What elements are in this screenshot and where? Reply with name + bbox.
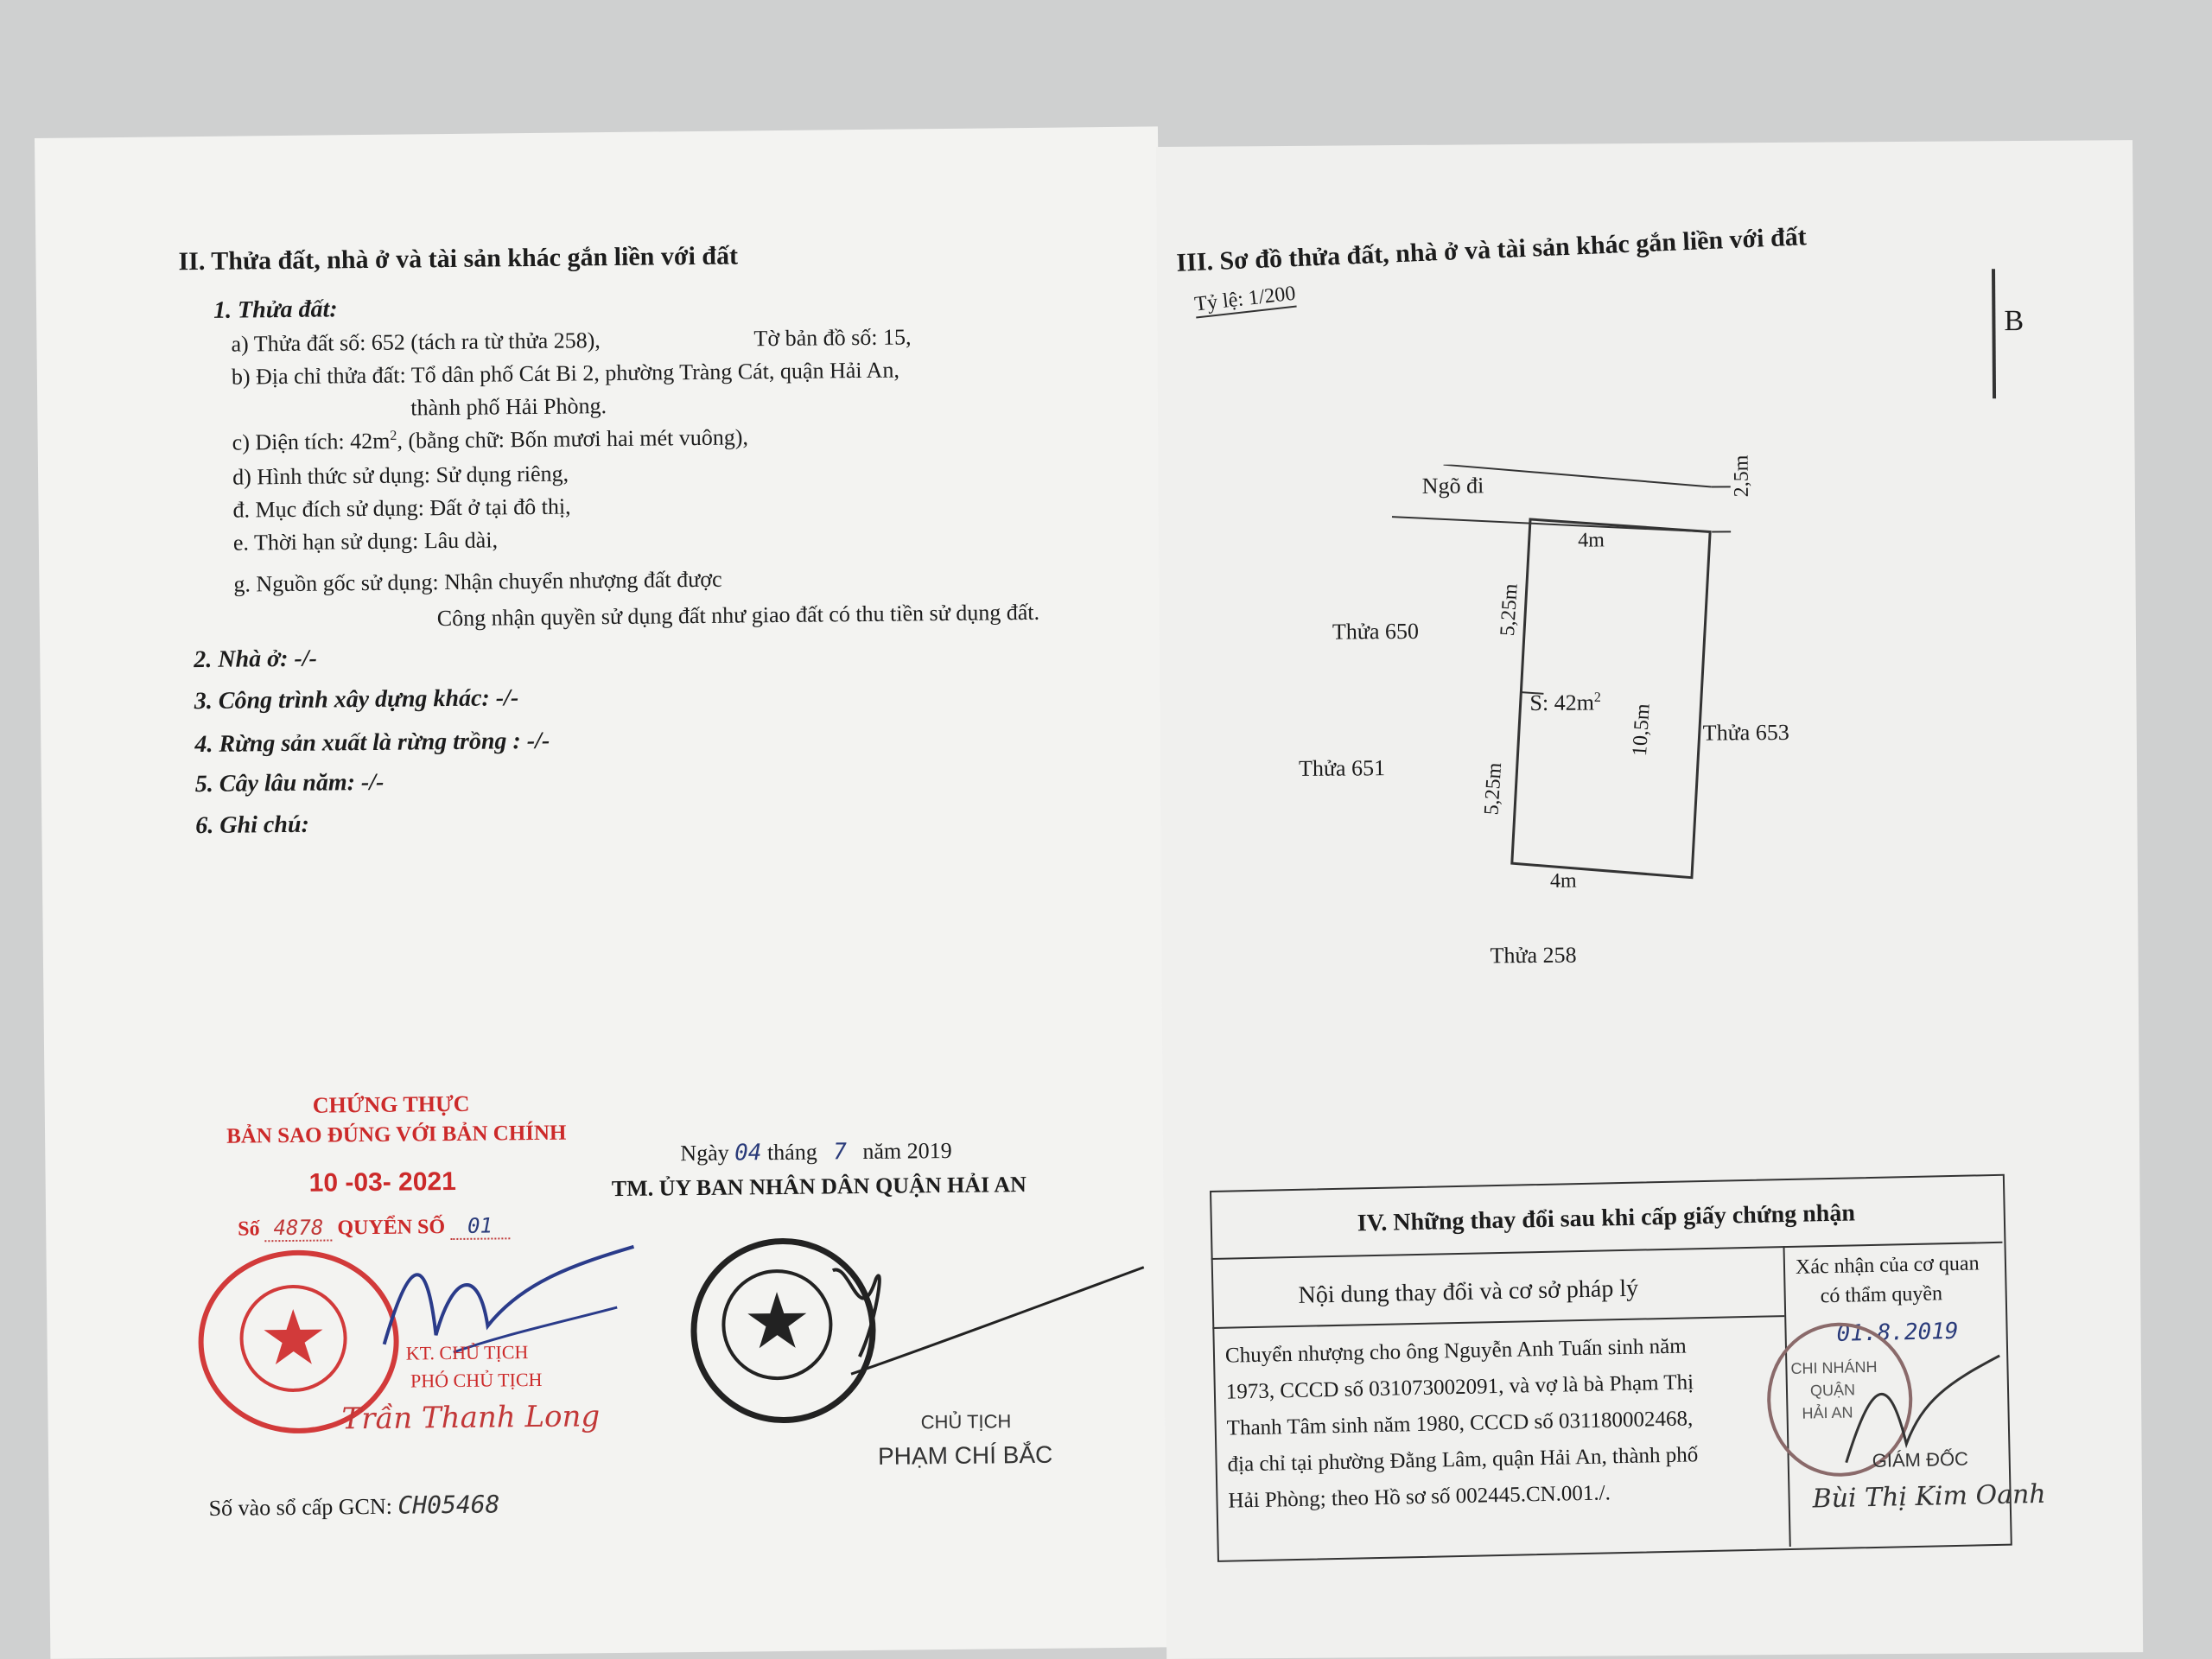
item-c-sup: 2 bbox=[390, 428, 397, 444]
chair-role: CHỦ TỊCH bbox=[920, 1410, 1012, 1433]
plot-653: Thửa 653 bbox=[1702, 719, 1789, 746]
registration-value: CH05468 bbox=[397, 1490, 500, 1520]
change-line-1: Chuyển nhượng cho ông Nguyễn Anh Tuấn sinh năm bbox=[1224, 1334, 1687, 1368]
area-label bbox=[1529, 690, 1601, 716]
item-c bbox=[232, 424, 749, 455]
change-line-3: Thanh Tâm sinh năm 1980, CCCD số 031180002468, bbox=[1226, 1407, 1694, 1440]
dim-bottom: 4m bbox=[1549, 869, 1577, 893]
col-content-header: Nội dung thay đổi và cơ sở pháp lý bbox=[1298, 1274, 1639, 1309]
item-d: d) Hình thức sử dụng: Sử dụng riêng, bbox=[232, 461, 569, 490]
issue-date-mid: tháng bbox=[766, 1139, 817, 1166]
item-e: e. Thời hạn sử dụng: Lâu dài, bbox=[232, 527, 499, 556]
issue-date-month: 7 bbox=[833, 1139, 848, 1166]
left-page bbox=[35, 126, 1173, 1659]
other-construction-item: 3. Công trình xây dựng khác: -/- bbox=[194, 684, 519, 715]
item-b-2: thành phố Hải Phòng. bbox=[410, 393, 607, 421]
certify-book-label: QUYỂN SỐ bbox=[337, 1216, 446, 1240]
item-c-post: , (bằng chữ: Bốn mươi hai mét vuông), bbox=[397, 424, 749, 454]
registration-number bbox=[208, 1490, 499, 1522]
change-line-5: Hải Phòng; theo Hồ sơ số 002445.CN.001./. bbox=[1228, 1481, 1611, 1513]
issue-date bbox=[680, 1138, 952, 1166]
chair-signature-icon bbox=[824, 1250, 1154, 1392]
plot-651: Thửa 651 bbox=[1298, 755, 1386, 781]
notes-item: 6. Ghi chú: bbox=[195, 810, 309, 840]
scale-label: Tỷ lệ: 1/200 bbox=[1193, 283, 1297, 319]
branch-seal-line-3: HẢI AN bbox=[1802, 1403, 1853, 1422]
director-role: GIÁM ĐỐC bbox=[1872, 1447, 1969, 1472]
plot-650: Thửa 650 bbox=[1332, 618, 1420, 645]
deputy-title: PHÓ CHỦ TỊCH bbox=[410, 1368, 543, 1392]
area-pre: S: 42m bbox=[1529, 690, 1595, 715]
north-label: B bbox=[2004, 304, 2024, 338]
section-3-title: III. Sơ đồ thửa đất, nhà ở và tài sản khác gắn liền với đất bbox=[1175, 222, 1808, 277]
item-b: b) Địa chỉ thửa đất: Tổ dân phố Cát Bi 2, phường Tràng Cát, quận Hải An, bbox=[231, 357, 900, 390]
plot-diagram bbox=[1280, 461, 2062, 1071]
certify-title: CHỨNG THỰC bbox=[312, 1090, 470, 1118]
deputy-role: KT. CHỦ TỊCH bbox=[405, 1341, 529, 1364]
house-item: 2. Nhà ở: -/- bbox=[194, 645, 318, 674]
dim-left-top: 5,25m bbox=[1496, 582, 1522, 637]
committee-name: TM. ỦY BAN NHÂN DÂN QUẬN HẢI AN bbox=[611, 1172, 1027, 1202]
plot-258: Thửa 258 bbox=[1490, 942, 1577, 969]
chair-name: PHẠM CHÍ BẮC bbox=[877, 1440, 1053, 1470]
issue-date-pre: Ngày bbox=[680, 1140, 729, 1166]
dim-left-bottom: 5,25m bbox=[1480, 761, 1507, 817]
certify-number-label: Số bbox=[238, 1217, 260, 1241]
dim-top: 4m bbox=[1578, 529, 1605, 552]
registration-label: Số vào sổ cấp GCN: bbox=[208, 1493, 393, 1521]
item-a-map: Tờ bản đồ số: 15, bbox=[753, 324, 912, 352]
certify-date: 10 -03- 2021 bbox=[308, 1166, 456, 1198]
dim-right: 10,5m bbox=[1628, 702, 1655, 757]
issue-date-day: 04 bbox=[734, 1140, 762, 1166]
item-a: a) Thửa đất số: 652 (tách ra từ thửa 258), bbox=[231, 327, 601, 357]
item-g-2: Công nhận quyền sử dụng đất như giao đất có thu tiền sử dụng đất. bbox=[436, 599, 1040, 632]
col-confirm-header-2: có thẩm quyền bbox=[1820, 1282, 1943, 1308]
section-2-title: II. Thửa đất, nhà ở và tài sản khác gắn liền với đất bbox=[178, 241, 739, 276]
changes-table bbox=[1210, 1174, 2047, 1562]
item-g: g. Nguồn gốc sử dụng: Nhận chuyển nhượng đất được bbox=[233, 566, 722, 597]
section-4-title: IV. Những thay đổi sau khi cấp giấy chứng nhận bbox=[1357, 1199, 1856, 1237]
deputy-name: Trần Thanh Long bbox=[341, 1399, 601, 1437]
certify-number bbox=[238, 1213, 510, 1241]
item-dd: đ. Mục đích sử dụng: Đất ở tại đô thị, bbox=[232, 493, 571, 523]
col-confirm-header-1: Xác nhận của cơ quan bbox=[1795, 1252, 1980, 1279]
issue-date-post: năm 2019 bbox=[862, 1137, 952, 1165]
area-sup: 2 bbox=[1593, 690, 1601, 705]
confirm-date: 01.8.2019 bbox=[1836, 1318, 1959, 1347]
perennial-item: 5. Cây lâu năm: -/- bbox=[194, 768, 385, 798]
director-name: Bùi Thị Kim Oanh bbox=[1812, 1478, 2047, 1515]
change-line-4: địa chỉ tại phường Đằng Lâm, quận Hải An, thành phố bbox=[1227, 1443, 1699, 1477]
certify-number-value: 4878 bbox=[264, 1215, 332, 1242]
branch-seal-line-1: CHI NHÁNH bbox=[1790, 1357, 1878, 1377]
alley-label: Ngõ đi bbox=[1421, 473, 1484, 499]
certify-book-value: 01 bbox=[450, 1213, 510, 1240]
item-c-pre: c) Diện tích: 42m bbox=[232, 428, 391, 455]
dim-alley: 2,5m bbox=[1730, 454, 1753, 498]
land-heading: 1. Thửa đất: bbox=[213, 296, 338, 324]
north-arrow-icon bbox=[1992, 269, 1996, 398]
change-line-2: 1973, CCCD số 031073002091, và vợ là bà Phạm Thị bbox=[1225, 1370, 1694, 1404]
forest-item: 4. Rừng sản xuất là rừng trồng : -/- bbox=[194, 727, 550, 759]
certify-subtitle: BẢN SAO ĐÚNG VỚI BẢN CHÍNH bbox=[226, 1121, 567, 1148]
branch-seal-line-2: QUẬN bbox=[1809, 1381, 1856, 1400]
